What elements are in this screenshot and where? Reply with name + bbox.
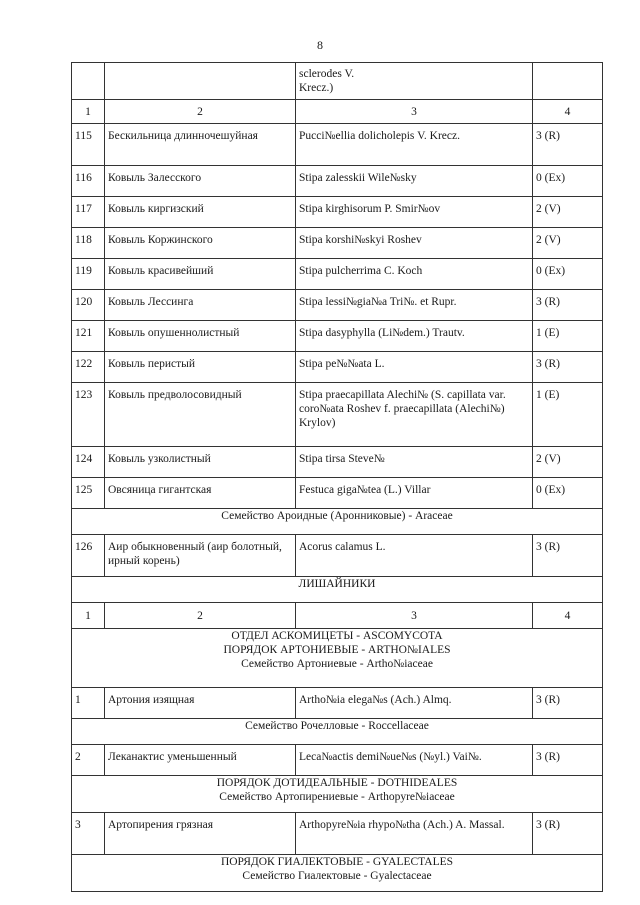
cell-name-ru: Ковыль Лессинга [105, 290, 296, 321]
cell-name-ru: Ковыль Залесского [105, 166, 296, 197]
table-row [72, 259, 603, 290]
cell-category: 3 (R) [533, 124, 603, 166]
column-number-3: 3 [296, 603, 533, 629]
section-row [72, 719, 603, 745]
section-row [72, 776, 603, 813]
cell-num: 123 [72, 383, 105, 447]
cell-num: 126 [72, 535, 105, 577]
table-row [72, 321, 603, 352]
section-heading-gyalectales [72, 855, 603, 892]
cell-name-ru: Артопирения грязная [105, 813, 296, 855]
cell-latin: Pucci№ellia dolicholepis V. Krecz. [296, 124, 533, 166]
cell-name-ru: Ковыль опушеннолистный [105, 321, 296, 352]
family-title: Семейство Артопирениевые - Arthopyre№iaceae [219, 791, 455, 803]
cell-latin: Stipa kirghisorum P. Smir№ov [296, 197, 533, 228]
section-heading-ascomycota [72, 629, 603, 688]
column-number-1: 1 [72, 100, 105, 124]
division-title: ОТДЕЛ АСКОМИЦЕТЫ - ASCOMYCOTA [231, 630, 443, 642]
table-row [72, 124, 603, 166]
cell-category: 1 (E) [533, 321, 603, 352]
cell-latin: Stipa tirsa Steve№ [296, 447, 533, 478]
table-row [72, 383, 603, 447]
cell-category: 1 (E) [533, 383, 603, 447]
page-number: 8 [317, 38, 323, 52]
cell-category: 3 (R) [533, 745, 603, 776]
cell-latin: Festuca giga№tea (L.) Villar [296, 478, 533, 509]
cell-latin: Stipa pe№№ata L. [296, 352, 533, 383]
order-title: ПОРЯДОК ГИАЛЕКТОВЫЕ - GYALECTALES [220, 856, 454, 868]
cell-num: 117 [72, 197, 105, 228]
cell-name-ru: Аир обыкновенный (аир болотный, ирный корень) [105, 535, 296, 577]
section-row [72, 629, 603, 688]
cell-category: 2 (V) [533, 197, 603, 228]
cell-category: 2 (V) [533, 447, 603, 478]
cell-num: 1 [72, 688, 105, 719]
family-title: Семейство Гиалектовые - Gyalectaceae [242, 870, 432, 882]
table-row [72, 352, 603, 383]
table-row [72, 166, 603, 197]
section-row [72, 577, 603, 603]
cell-latin: Stipa dasyphylla (Li№dem.) Trautv. [296, 321, 533, 352]
column-number-4: 4 [533, 100, 603, 124]
table-row [72, 290, 603, 321]
table-row [72, 228, 603, 259]
cell-name-ru: Ковыль перистый [105, 352, 296, 383]
cell-num: 3 [72, 813, 105, 855]
table-row [72, 813, 603, 855]
cell-name-ru: Ковыль Коржинского [105, 228, 296, 259]
cell-category: 3 (R) [533, 535, 603, 577]
column-number-header [72, 100, 603, 124]
red-book-table [71, 62, 603, 892]
cell-name-ru: Артония изящная [105, 688, 296, 719]
cell-latin: Acorus calamus L. [296, 535, 533, 577]
cell-category [533, 63, 603, 100]
cell-num: 119 [72, 259, 105, 290]
cell-latin: Stipa korshi№skyi Roshev [296, 228, 533, 259]
cell-latin: Stipa pulcherrima C. Koch [296, 259, 533, 290]
cell-num [72, 63, 105, 100]
cell-num: 115 [72, 124, 105, 166]
column-number-2: 2 [105, 100, 296, 124]
section-heading-lichens: ЛИШАЙНИКИ [72, 577, 603, 603]
section-row [72, 855, 603, 892]
table-row [72, 688, 603, 719]
cell-name-ru [105, 63, 296, 100]
section-heading-araceae: Семейство Ароидные (Аронниковые) - Araceae [72, 509, 603, 535]
cell-category: 3 (R) [533, 813, 603, 855]
section-heading-roccellaceae: Семейство Рочелловые - Roccellaceae [72, 719, 603, 745]
cell-latin: sclerodes V. Krecz.) [296, 63, 533, 100]
cell-latin: Leca№actis demi№ue№s (№yl.) Vai№. [296, 745, 533, 776]
cell-latin: Stipa zalesskii Wile№sky [296, 166, 533, 197]
cell-category: 0 (Ex) [533, 259, 603, 290]
column-number-1: 1 [72, 603, 105, 629]
cell-latin: Arthopyre№ia rhypo№tha (Ach.) A. Massal. [296, 813, 533, 855]
section-row [72, 509, 603, 535]
cell-latin: Stipa lessi№gia№a Tri№. et Rupr. [296, 290, 533, 321]
cell-category: 3 (R) [533, 688, 603, 719]
cell-num: 116 [72, 166, 105, 197]
cell-name-ru: Ковыль киргизский [105, 197, 296, 228]
cell-latin: Artho№ia elega№s (Ach.) Almq. [296, 688, 533, 719]
cell-num: 121 [72, 321, 105, 352]
cell-category: 3 (R) [533, 352, 603, 383]
cell-num: 124 [72, 447, 105, 478]
column-number-4: 4 [533, 603, 603, 629]
cell-num: 118 [72, 228, 105, 259]
cell-latin: Stipa praecapillata Alechi№ (S. capillata var. coro№ata Roshev f. praecapillata (Alechi№) Krylov) [296, 383, 533, 447]
table-row [72, 535, 603, 577]
cell-name-ru: Леканактис уменьшенный [105, 745, 296, 776]
cell-name-ru: Ковыль красивейший [105, 259, 296, 290]
order-title: ПОРЯДОК АРТОНИЕВЫЕ - ARTHO№IALES [223, 644, 451, 656]
cell-name-ru: Ковыль узколистный [105, 447, 296, 478]
table-row [72, 447, 603, 478]
cell-num: 120 [72, 290, 105, 321]
column-number-header [72, 603, 603, 629]
cell-num: 122 [72, 352, 105, 383]
cell-category: 3 (R) [533, 290, 603, 321]
cell-num: 125 [72, 478, 105, 509]
table-row-continuation [72, 63, 603, 100]
cell-name-ru: Бескильница длинночешуйная [105, 124, 296, 166]
order-title: ПОРЯДОК ДОТИДЕАЛЬНЫЕ - DOTHIDEALES [216, 777, 458, 789]
column-number-3: 3 [296, 100, 533, 124]
cell-name-ru: Овсяница гигантская [105, 478, 296, 509]
cell-num: 2 [72, 745, 105, 776]
cell-category: 0 (Ex) [533, 478, 603, 509]
family-title: Семейство Артониевые - Artho№iaceae [241, 658, 433, 670]
column-number-2: 2 [105, 603, 296, 629]
cell-name-ru: Ковыль предволосовидный [105, 383, 296, 447]
table-row [72, 478, 603, 509]
cell-category: 2 (V) [533, 228, 603, 259]
table-row [72, 197, 603, 228]
section-heading-dothideales [72, 776, 603, 813]
table-row [72, 745, 603, 776]
cell-category: 0 (Ex) [533, 166, 603, 197]
